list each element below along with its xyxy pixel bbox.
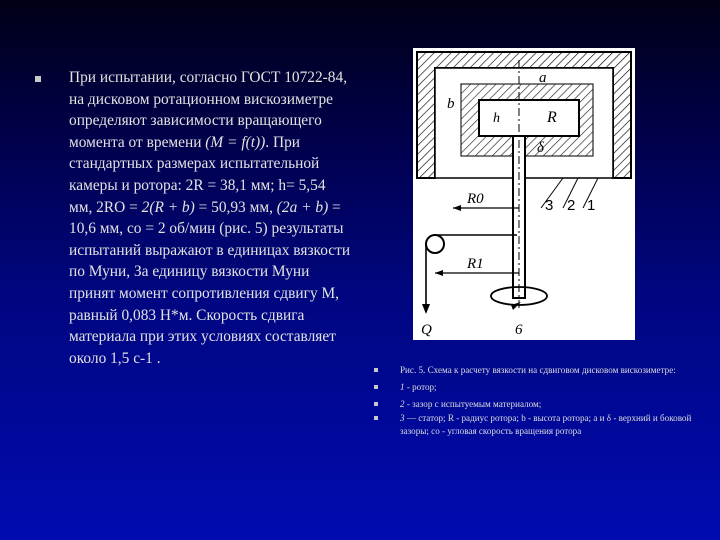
bullet-square-icon [374, 385, 378, 389]
formula-gap: (2a + b) [276, 198, 329, 216]
label-3: 3 [545, 197, 554, 214]
caption-number: 3 [400, 412, 405, 423]
caption-text: - зазор с испытуемым материалом; [404, 399, 542, 410]
bullet-square-icon [35, 76, 41, 82]
bullet-square-icon [374, 416, 378, 420]
label-R1: R1 [467, 256, 484, 272]
caption-item [374, 364, 694, 377]
formula-ro: 2(R + b) [141, 198, 195, 216]
caption-text: - ротор; [404, 382, 437, 393]
bullet-square-icon [374, 402, 378, 406]
caption-item [374, 398, 694, 411]
label-R: R [547, 109, 557, 126]
main-text-part-3: = 50,93 мм, [194, 198, 277, 216]
main-text-part-4: = 10,6 мм, со = 2 об/мин (рис. 5) результаты испытаний выражают в единицах вязкости по Муни, За единицу вязкости Муни принят момент сопротивления сдвигу М, равный 0,083 Н*м. Скорость сдвига материала при этих условиях составляет около 1,5 с-1 . [69, 198, 351, 367]
formula-torque-time: (M = f(t)) [205, 133, 266, 151]
caption-text: — статор; R - радиус ротора; b - высота ротора; a и δ - верхний и боковой зазоры; со - угловая скорость вращения ротора [400, 412, 692, 436]
bullet-square-icon [374, 368, 378, 372]
label-2: 2 [567, 197, 576, 214]
viscometer-diagram [413, 48, 635, 340]
label-h: h [493, 111, 500, 126]
figure-caption [374, 364, 694, 438]
main-text-part-1: При испытании, согласно ГОСТ 10722-84, на дисковом ротационном вискозиметре определяют зависимости вращающего момента от времени [69, 69, 348, 151]
label-a: a [539, 70, 547, 86]
caption-number: 1 [400, 382, 405, 393]
caption-title: Рис. 5. Схема к расчету вязкости на сдвиговом дисковом вискозиметре: [400, 365, 676, 375]
label-delta: δ [537, 140, 544, 156]
caption-item [374, 381, 694, 394]
load-arrow [422, 304, 430, 314]
main-text-part-2: . При стандартных размерах испытательной камеры и ротора: 2R = 38,1 мм; h= 5,54 мм, 2RO = [69, 133, 326, 216]
label-1: 1 [587, 197, 596, 214]
label-Q: Q [421, 322, 432, 338]
label-b: b [447, 96, 455, 112]
label-R0: R0 [467, 191, 484, 207]
caption-number: 2 [400, 399, 405, 410]
caption-item [374, 412, 694, 438]
main-paragraph [69, 67, 351, 369]
label-6: 6 [515, 322, 523, 338]
pulley [426, 235, 444, 253]
